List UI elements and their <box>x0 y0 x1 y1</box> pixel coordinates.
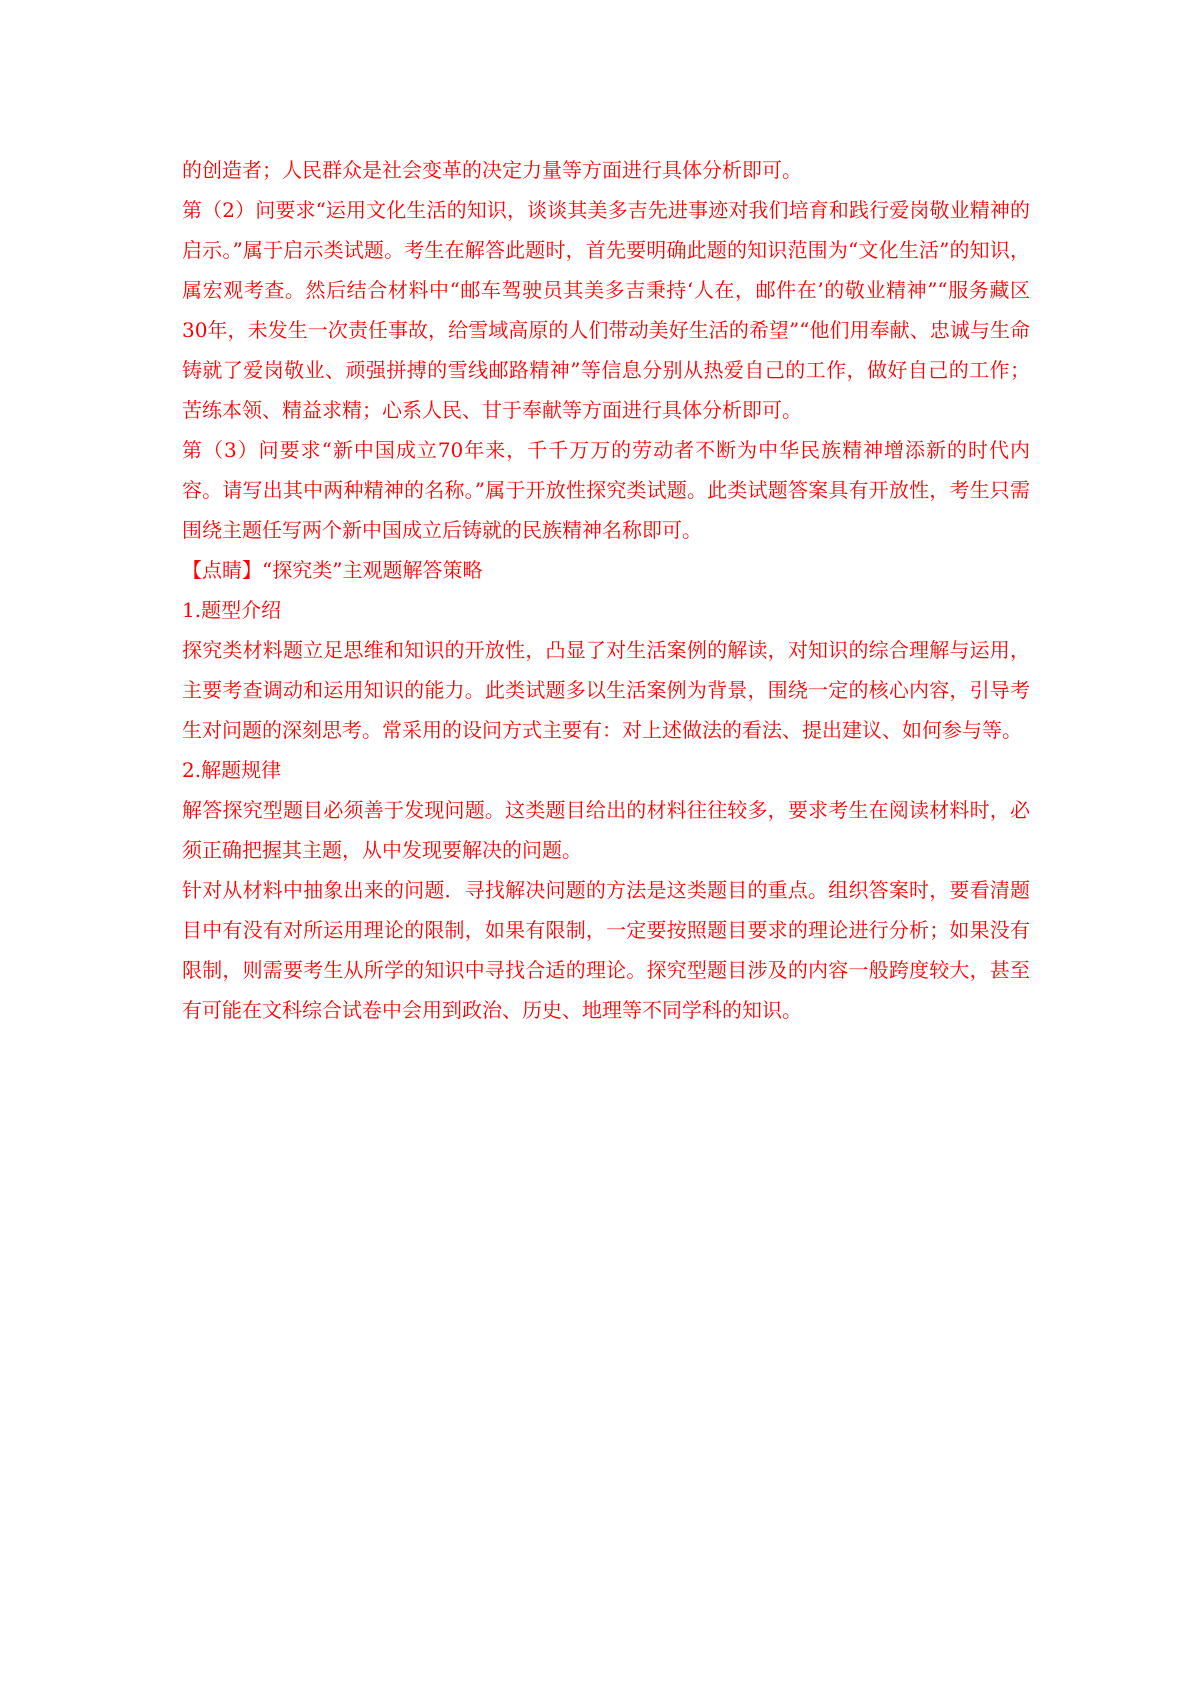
paragraph-question-3-analysis: 第（3）问要求“新中国成立70年来，千千万万的劳动者不断为中华民族精神增添新的时代内容。请写出其中两种精神的名称。”属于开放性探究类试题。此类试题答案具有开放性，考生只需围绕主题任写两个新中国成立后铸就的民族精神名称即可。 <box>182 438 1030 542</box>
subheading-question-type: 1.题型介绍 <box>182 598 282 622</box>
subheading-solving-rules: 2.解题规律 <box>182 758 282 782</box>
document-body <box>182 150 1030 1030</box>
paragraph-question-2-analysis: 第（2）问要求“运用文化生活的知识，谈谈其美多吉先进事迹对我们培育和践行爱岗敬业精神的启示。”属于启示类试题。考生在解答此题时，首先要明确此题的知识范围为“文化生活”的知识，属宏观考查。然后结合材料中“邮车驾驶员其美多吉秉持‘人在，邮件在’的敬业精神”“服务藏区30年，未发生一次责任事故，给雪域高原的人们带动美好生活的希望”“他们用奉献、忠诚与生命铸就了爱岗敬业、顽强拼搏的雪线邮路精神”等信息分别从热爱自己的工作，做好自己的工作；苦练本领、精益求精；心系人民、甘于奉献等方面进行具体分析即可。 <box>182 198 1030 422</box>
paragraph-continuation: 的创造者；人民群众是社会变革的决定力量等方面进行具体分析即可。 <box>182 158 802 182</box>
paragraph-question-type-intro: 探究类材料题立足思维和知识的开放性，凸显了对生活案例的解读，对知识的综合理解与运用，主要考查调动和运用知识的能力。此类试题多以生活案例为背景，围绕一定的核心内容，引导考生对问题的深刻思考。常采用的设问方式主要有：对上述做法的看法、提出建议、如何参与等。 <box>182 638 1030 742</box>
paragraph-solving-rule-1: 解答探究型题目必须善于发现问题。这类题目给出的材料往往较多，要求考生在阅读材料时，必须正确把握其主题，从中发现要解决的问题。 <box>182 798 1030 862</box>
paragraph-solving-rule-2: 针对从材料中抽象出来的问题．寻找解决问题的方法是这类题目的重点。组织答案时，要看清题目中有没有对所运用理论的限制，如果有限制，一定要按照题目要求的理论进行分析；如果没有限制，则需要考生从所学的知识中寻找合适的理论。探究型题目涉及的内容一般跨度较大，甚至有可能在文科综合试卷中会用到政治、历史、地理等不同学科的知识。 <box>182 878 1030 1022</box>
section-heading-tips: 【点睛】“探究类”主观题解答策略 <box>182 558 483 582</box>
